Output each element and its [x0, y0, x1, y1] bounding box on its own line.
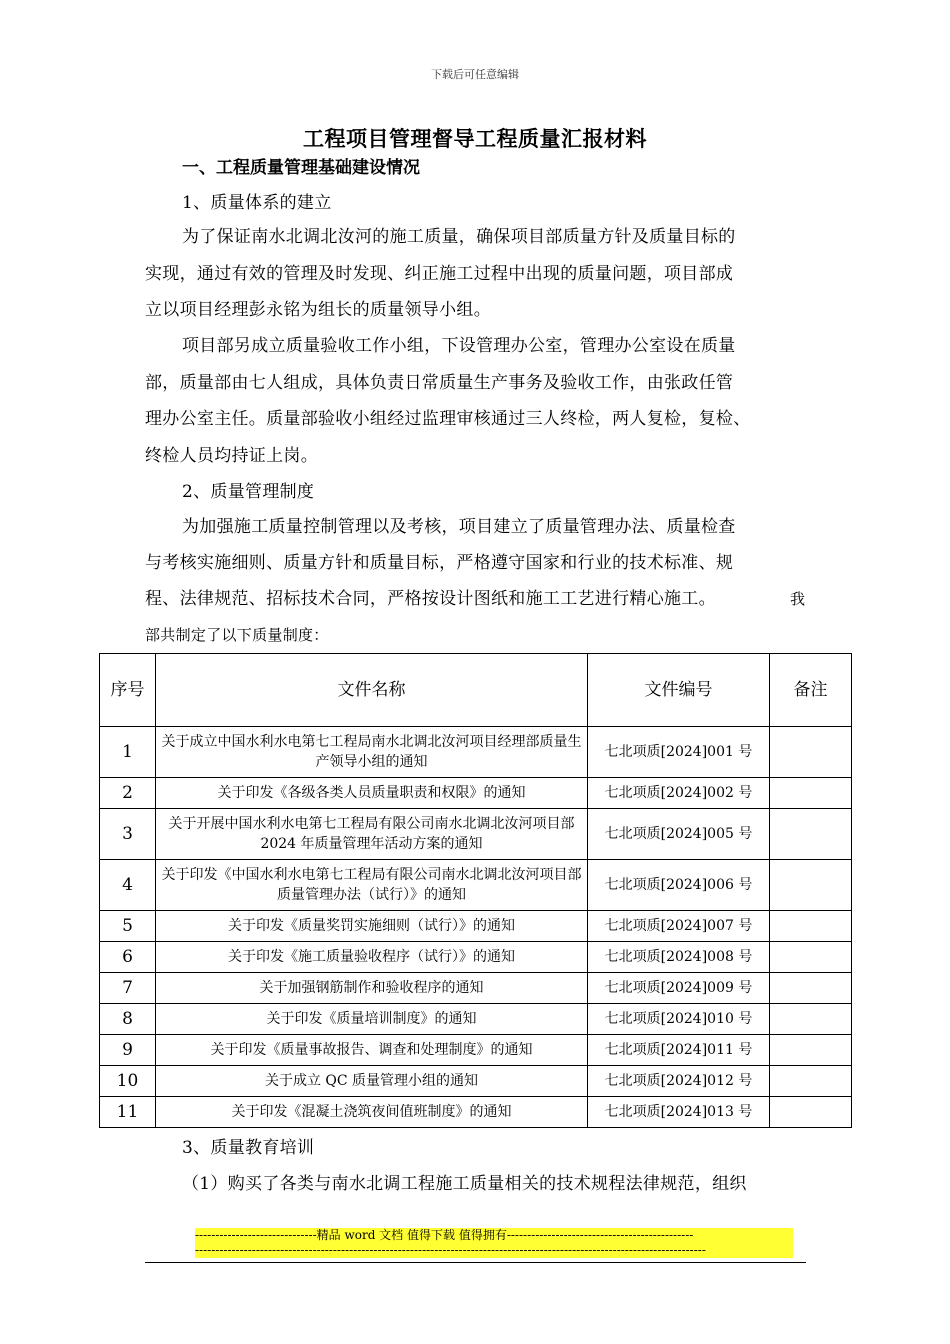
header-note: 下载后可任意编辑: [431, 68, 519, 81]
remark-cell: [770, 1004, 852, 1035]
document-code: 七北项质[2024]010 号: [588, 1004, 770, 1035]
paragraph-line: 实现，通过有效的管理及时发现、纠正施工过程中出现的质量问题，项目部成: [145, 264, 734, 284]
row-number: 5: [100, 911, 156, 942]
document-code: 七北项质[2024]011 号: [588, 1035, 770, 1066]
subsection-heading: 2、质量管理制度: [182, 482, 315, 502]
paragraph-line: （1）购买了各类与南水北调工程施工质量相关的技术规程法律规范，组织: [182, 1174, 747, 1194]
row-number: 11: [100, 1097, 156, 1128]
table-row: [100, 1004, 852, 1035]
table-row: [100, 727, 852, 778]
document-code: 七北项质[2024]012 号: [588, 1066, 770, 1097]
paragraph-line: 项目部另成立质量验收工作小组，下设管理办公室，管理办公室设在质量: [182, 336, 736, 356]
remark-cell: [770, 973, 852, 1004]
footer-banner: [195, 1228, 793, 1258]
section-heading: 一、工程质量管理基础建设情况: [182, 158, 420, 178]
remark-cell: [770, 1097, 852, 1128]
page-title: 工程项目管理督导工程质量汇报材料: [303, 126, 647, 151]
footer-divider: [145, 1262, 806, 1263]
document-code: 七北项质[2024]001 号: [588, 727, 770, 778]
document-code: 七北项质[2024]007 号: [588, 911, 770, 942]
document-code: 七北项质[2024]009 号: [588, 973, 770, 1004]
paragraph-line: 理办公室主任。质量部验收小组经过监理审核通过三人终检，两人复检，复检、: [145, 409, 751, 429]
paragraph-line: 程、法律规范、招标技术合同，严格按设计图纸和施工工艺进行精心施工。: [145, 589, 716, 609]
remark-cell: [770, 1066, 852, 1097]
table-row: [100, 973, 852, 1004]
table-row: [100, 1097, 852, 1128]
paragraph-line: 与考核实施细则、质量方针和质量目标，严格遵守国家和行业的技术标准、规: [145, 553, 734, 573]
row-number: 9: [100, 1035, 156, 1066]
document-name: 关于印发《施工质量验收程序（试行）》的通知: [156, 942, 588, 973]
remark-cell: [770, 778, 852, 809]
document-code: 七北项质[2024]005 号: [588, 809, 770, 860]
document-name: 关于成立 QC 质量管理小组的通知: [156, 1066, 588, 1097]
document-name: 关于印发《质量事故报告、调查和处理制度》的通知: [156, 1035, 588, 1066]
paragraph-line: 部，质量部由七人组成，具体负责日常质量生产事务及验收工作，由张政任管: [145, 373, 734, 393]
row-number: 4: [100, 860, 156, 911]
remark-cell: [770, 911, 852, 942]
row-number: 10: [100, 1066, 156, 1097]
document-code: 七北项质[2024]013 号: [588, 1097, 770, 1128]
paragraph-line: 我: [790, 590, 806, 608]
paragraph-line: 终检人员均持证上岗。: [145, 446, 318, 466]
subsection-heading: 1、质量体系的建立: [182, 193, 332, 213]
remark-cell: [770, 809, 852, 860]
document-name: 关于印发《各级各类人员质量职责和权限》的通知: [156, 778, 588, 809]
paragraph-line: 立以项目经理彭永铭为组长的质量领导小组。: [145, 300, 491, 320]
footer-banner-line: ------------------------------精品 word 文档 值得下载 值得拥有----------------------------------------------: [195, 1228, 694, 1242]
table-row: [100, 809, 852, 860]
row-number: 6: [100, 942, 156, 973]
row-number: 1: [100, 727, 156, 778]
footer-banner-line: ------------------------------------------------------------------------------------------------------------------------------: [195, 1243, 706, 1257]
paragraph-line: 部共制定了以下质量制度：: [145, 626, 329, 644]
document-name: 关于印发《混凝土浇筑夜间值班制度》的通知: [156, 1097, 588, 1128]
paragraph-line: 为了保证南水北调北汝河的施工质量，确保项目部质量方针及质量目标的: [182, 227, 736, 247]
document-code: 七北项质[2024]008 号: [588, 942, 770, 973]
table-header-row: [100, 654, 852, 727]
table-row: [100, 942, 852, 973]
paragraph-line: 为加强施工质量控制管理以及考核，项目建立了质量管理办法、质量检查: [182, 517, 736, 537]
row-number: 7: [100, 973, 156, 1004]
document-name: 关于成立中国水利水电第七工程局南水北调北汝河项目经理部质量生产领导小组的通知: [156, 727, 588, 778]
remark-cell: [770, 1035, 852, 1066]
table-row: [100, 1066, 852, 1097]
table-row: [100, 860, 852, 911]
document-name: 关于开展中国水利水电第七工程局有限公司南水北调北汝河项目部 2024 年质量管理年活动方案的通知: [156, 809, 588, 860]
remark-cell: [770, 727, 852, 778]
document-name: 关于加强钢筋制作和验收程序的通知: [156, 973, 588, 1004]
subsection-heading: 3、质量教育培训: [182, 1138, 315, 1158]
header-cell: 文件编号: [588, 654, 770, 727]
row-number: 8: [100, 1004, 156, 1035]
remark-cell: [770, 942, 852, 973]
table-row: [100, 1035, 852, 1066]
header-cell: 文件名称: [156, 654, 588, 727]
document-name: 关于印发《质量奖罚实施细则（试行）》的通知: [156, 911, 588, 942]
table-row: [100, 778, 852, 809]
document-name: 关于印发《中国水利水电第七工程局有限公司南水北调北汝河项目部质量管理办法（试行）》的通知: [156, 860, 588, 911]
document-name: 关于印发《质量培训制度》的通知: [156, 1004, 588, 1035]
remark-cell: [770, 860, 852, 911]
row-number: 3: [100, 809, 156, 860]
document-code: 七北项质[2024]002 号: [588, 778, 770, 809]
row-number: 2: [100, 778, 156, 809]
header-cell: 序号: [100, 654, 156, 727]
quality-system-table: [99, 653, 852, 1128]
header-cell: 备注: [770, 654, 852, 727]
table-row: [100, 911, 852, 942]
document-code: 七北项质[2024]006 号: [588, 860, 770, 911]
